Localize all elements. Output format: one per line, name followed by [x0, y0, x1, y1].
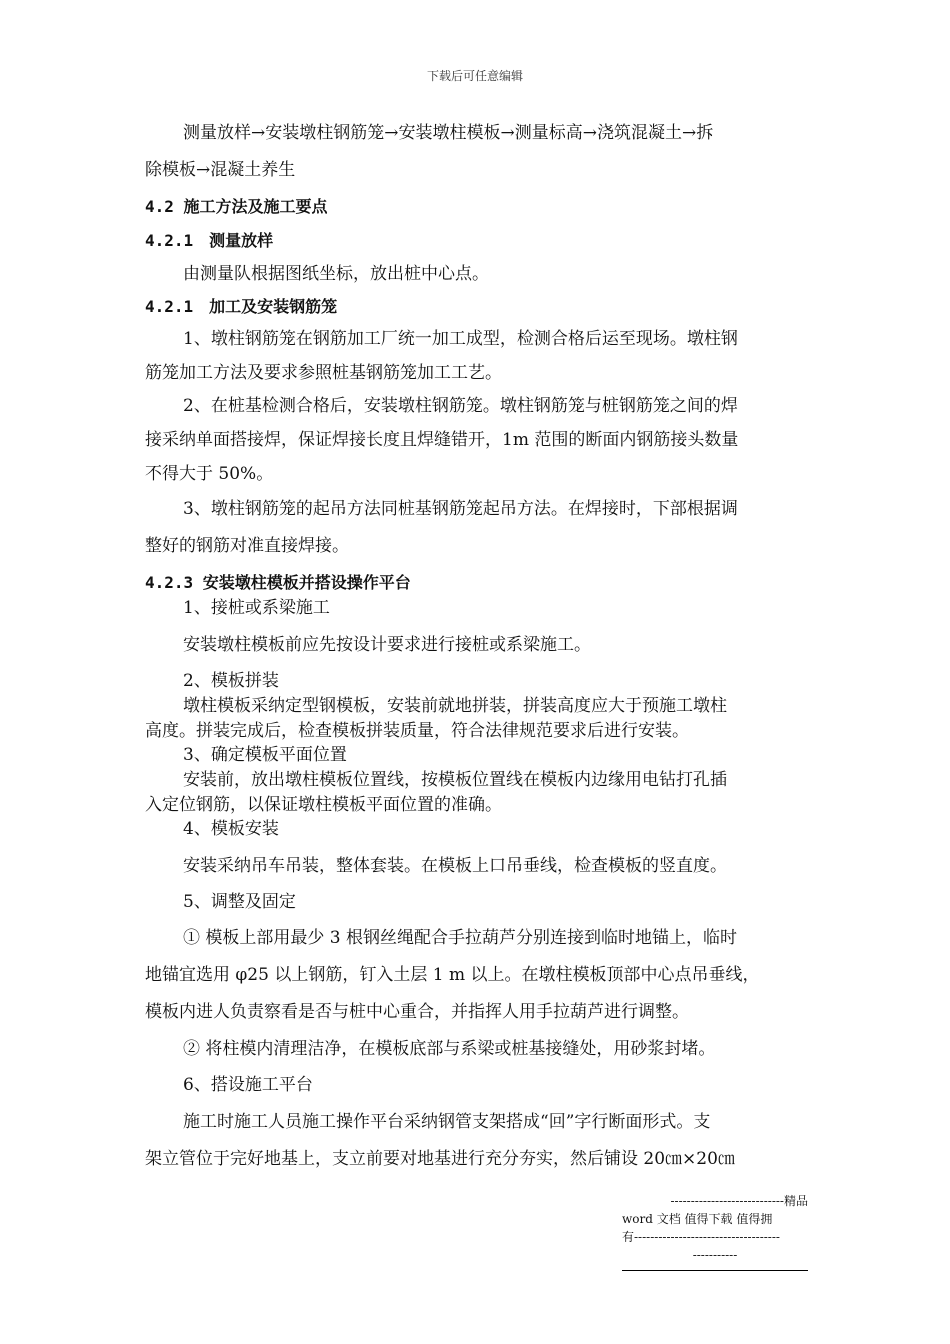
text-line: 施工时施工人员施工操作平台采纳钢管支架搭成“回”字行断面形式。支 [183, 1112, 711, 1132]
text-line: 2、模板拼装 [183, 671, 279, 691]
subsection-heading: 4.2.1 加工及安装钢筋笼 [145, 297, 338, 316]
footer-line: word 文档 值得下载 值得拥 [622, 1212, 773, 1226]
text-line: 架立管位于完好地基上，支立前要对地基进行充分夯实，然后铺设 20㎝×20㎝ [145, 1149, 735, 1169]
text-line: 墩柱模板采纳定型钢模板，安装前就地拼装，拼装高度应大于预施工墩柱 [183, 696, 727, 716]
footer-line: ----------------------------精品 [670, 1194, 808, 1208]
subsection-heading: 4.2.3 安装墩柱模板并搭设操作平台 [145, 573, 411, 592]
text-line: ② 将柱模内清理洁净，在模板底部与系梁或桩基接缝处，用砂浆封堵。 [183, 1039, 716, 1059]
text-line: 地锚宜选用 φ25 以上钢筋，钉入土层 1 m 以上。在墩柱模板顶部中心点吊垂线， [145, 965, 760, 985]
text-line: 模板内进人负责察看是否与桩中心重合，并指挥人用手拉葫芦进行调整。 [145, 1002, 689, 1022]
section-heading: 4.2 施工方法及施工要点 [145, 197, 328, 216]
text-line: 整好的钢筋对准直接焊接。 [145, 536, 349, 556]
text-line: 安装墩柱模板前应先按设计要求进行接桩或系梁施工。 [183, 635, 591, 655]
subsection-heading: 4.2.1 测量放样 [145, 231, 274, 250]
text-line: ① 模板上部用最少 3 根钢丝绳配合手拉葫芦分别连接到临时地锚上，临时 [183, 928, 738, 948]
text-line: 2、在桩基检测合格后，安装墩柱钢筋笼。墩柱钢筋笼与桩钢筋笼之间的焊 [183, 396, 738, 416]
text-line: 不得大于 50%。 [145, 464, 274, 484]
text-line: 1、接桩或系梁施工 [183, 598, 330, 618]
text-line: 筋笼加工方法及要求参照桩基钢筋笼加工工艺。 [145, 363, 502, 383]
text-line: 6、搭设施工平台 [183, 1075, 313, 1095]
footer-rule [622, 1270, 808, 1271]
text-line: 除模板→混凝土养生 [145, 160, 296, 180]
text-line: 4、模板安装 [183, 819, 279, 839]
text-line: 接采纳单面搭接焊，保证焊接长度且焊缝错开，1m 范围的断面内钢筋接头数量 [145, 430, 739, 450]
text-line: 高度。拼装完成后，检查模板拼装质量，符合法律规范要求后进行安装。 [145, 721, 689, 741]
text-line: 安装前，放出墩柱模板位置线，按模板位置线在模板内边缘用电钻打孔插 [183, 770, 727, 790]
text-line: 1、墩柱钢筋笼在钢筋加工厂统一加工成型，检测合格后运至现场。墩柱钢 [183, 329, 738, 349]
text-line: 测量放样→安装墩柱钢筋笼→安装墩柱模板→测量标高→浇筑混凝土→拆 [183, 123, 714, 143]
footer-line: ----------- [692, 1248, 738, 1262]
text-line: 安装采纳吊车吊装，整体套装。在模板上口吊垂线，检查模板的竖直度。 [183, 856, 727, 876]
text-line: 入定位钢筋，以保证墩柱模板平面位置的准确。 [145, 795, 502, 815]
footer-line: 有------------------------------------ [622, 1230, 780, 1244]
page-footer [622, 1192, 808, 1271]
text-line: 5、调整及固定 [183, 892, 296, 912]
text-line: 3、墩柱钢筋笼的起吊方法同桩基钢筋笼起吊方法。在焊接时，下部根据调 [183, 499, 738, 519]
page-header: 下载后可任意编辑 [426, 69, 523, 83]
text-line: 3、确定模板平面位置 [183, 745, 347, 765]
text-line: 由测量队根据图纸坐标，放出桩中心点。 [183, 264, 489, 284]
